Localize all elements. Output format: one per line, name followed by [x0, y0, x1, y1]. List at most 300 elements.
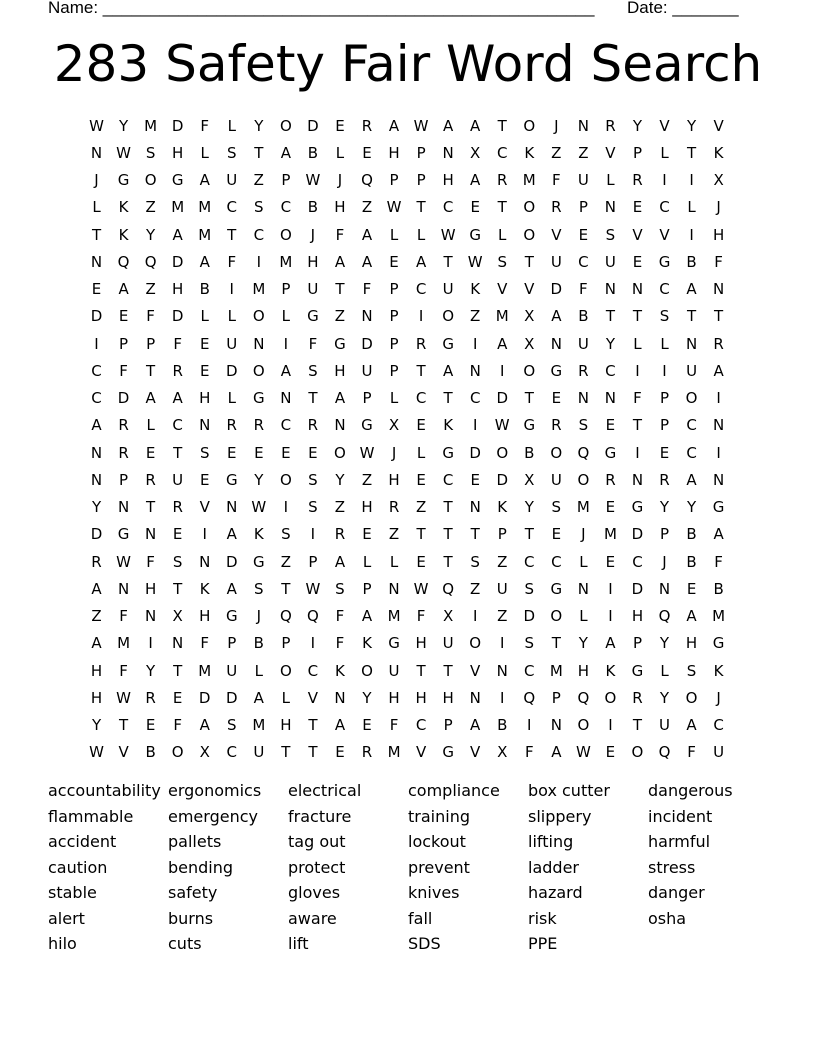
grid-letter: L — [660, 334, 669, 353]
grid-letter: U — [226, 661, 238, 680]
grid-letter: E — [199, 470, 210, 489]
grid-letter: C — [659, 280, 670, 299]
grid-letter: O — [523, 361, 536, 380]
grid-row — [83, 330, 732, 357]
grid-letter: W — [386, 198, 402, 217]
grid-letter: O — [171, 743, 184, 762]
grid-letter: V — [632, 225, 643, 244]
grid-letter: M — [387, 743, 401, 762]
grid-letter: X — [470, 143, 481, 162]
grid-row — [83, 739, 732, 766]
grid-letter: J — [581, 525, 586, 544]
grid-letter: K — [605, 661, 616, 680]
grid-letter: T — [443, 498, 453, 517]
grid-letter: M — [279, 252, 293, 271]
grid-letter: T — [524, 389, 534, 408]
grid-letter: V — [118, 743, 129, 762]
word-list-item: knives — [408, 883, 460, 902]
word-list-item: training — [408, 806, 470, 826]
grid-letter: P — [659, 389, 670, 408]
grid-letter: A — [443, 361, 454, 380]
grid-letter: D — [496, 389, 508, 408]
grid-letter: L — [660, 661, 669, 680]
grid-letter: I — [94, 334, 99, 353]
grid-letter: D — [171, 116, 184, 135]
grid-letter: B — [253, 634, 264, 653]
grid-letter: O — [279, 661, 292, 680]
grid-letter: R — [551, 416, 562, 435]
grid-letter: S — [308, 470, 318, 489]
grid-letter: G — [631, 661, 644, 680]
grid-letter: B — [307, 143, 319, 162]
word-list-item: fall — [408, 908, 433, 928]
grid-letter: D — [631, 525, 644, 544]
grid-letter: H — [90, 688, 103, 707]
grid-letter: N — [712, 416, 725, 435]
grid-letter: N — [550, 334, 562, 353]
grid-letter: U — [577, 171, 589, 190]
grid-letter: G — [171, 171, 184, 190]
grid-letter: K — [497, 498, 508, 517]
word-list-item: accident — [48, 832, 117, 851]
grid-letter: H — [388, 688, 400, 707]
grid-letter: T — [470, 525, 480, 544]
grid-letter: M — [198, 198, 212, 217]
word-list-item: prevent — [408, 857, 470, 877]
grid-letter: R — [415, 334, 427, 353]
grid-letter: E — [578, 225, 589, 244]
grid-letter: S — [335, 579, 345, 598]
grid-letter: B — [145, 743, 156, 762]
grid-letter: A — [361, 607, 373, 626]
grid-letter: O — [685, 389, 698, 408]
letter-grid — [83, 112, 732, 766]
word-list-item: lift — [288, 934, 309, 953]
grid-row — [83, 194, 732, 221]
grid-letter: N — [658, 579, 671, 598]
grid-letter: E — [389, 252, 399, 271]
grid-letter: N — [199, 416, 211, 435]
grid-letter: M — [549, 661, 563, 680]
grid-letter: N — [90, 252, 103, 271]
word-list-item: hilo — [48, 934, 77, 953]
grid-letter: C — [632, 552, 643, 571]
grid-letter: J — [94, 171, 99, 190]
grid-letter: E — [172, 688, 183, 707]
grid-letter: T — [173, 661, 183, 680]
grid-letter: P — [389, 280, 399, 299]
grid-letter: R — [551, 198, 562, 217]
grid-letter: E — [254, 443, 264, 462]
grid-letter: S — [686, 661, 697, 680]
grid-letter: C — [551, 552, 562, 571]
grid-letter: O — [631, 743, 644, 762]
grid-letter: S — [497, 252, 507, 271]
grid-letter: N — [685, 334, 698, 353]
grid-letter: I — [608, 607, 613, 626]
grid-letter: L — [227, 307, 236, 326]
grid-row — [83, 412, 732, 439]
grid-letter: U — [659, 716, 670, 735]
grid-letter: K — [443, 416, 454, 435]
grid-letter: C — [307, 661, 319, 680]
grid-letter: F — [335, 607, 345, 626]
word-list-item: stable — [48, 883, 97, 902]
grid-letter: A — [686, 716, 697, 735]
grid-letter: Y — [659, 498, 670, 517]
grid-row — [83, 276, 732, 303]
grid-letter: W — [116, 688, 131, 707]
grid-letter: W — [89, 743, 104, 762]
grid-letter: E — [686, 579, 697, 598]
grid-row — [83, 548, 732, 575]
grid-letter: H — [631, 607, 644, 626]
grid-letter: U — [253, 743, 265, 762]
grid-letter: C — [280, 198, 292, 217]
grid-letter: M — [576, 498, 590, 517]
grid-letter: I — [500, 688, 505, 707]
grid-letter: L — [227, 116, 236, 135]
grid-letter: A — [361, 225, 373, 244]
grid-letter: K — [713, 661, 724, 680]
grid-letter: P — [281, 171, 291, 190]
grid-letter: A — [415, 252, 427, 271]
grid-letter: E — [551, 525, 562, 544]
grid-letter: A — [280, 143, 291, 162]
grid-letter: C — [172, 416, 183, 435]
grid-letter: Z — [334, 307, 346, 326]
grid-letter: F — [714, 552, 723, 571]
grid-letter: U — [496, 579, 508, 598]
grid-letter: T — [497, 116, 507, 135]
grid-letter: V — [659, 116, 670, 135]
grid-letter: S — [659, 307, 670, 326]
grid-letter: T — [632, 716, 643, 735]
grid-letter: G — [334, 334, 346, 353]
word-list-item: PPE — [528, 934, 558, 953]
grid-letter: Z — [497, 607, 508, 626]
grid-letter: G — [712, 634, 725, 653]
grid-letter: Z — [280, 552, 291, 571]
grid-letter: B — [686, 252, 697, 271]
grid-letter: S — [226, 716, 237, 735]
grid-letter: E — [605, 498, 616, 517]
grid-letter: G — [550, 579, 563, 598]
grid-letter: U — [388, 661, 400, 680]
grid-letter: T — [91, 225, 102, 244]
grid-letter: N — [550, 716, 562, 735]
grid-letter: E — [145, 443, 156, 462]
word-list-item: safety — [168, 883, 218, 902]
grid-letter: K — [470, 280, 481, 299]
grid-letter: B — [713, 579, 724, 598]
grid-letter: C — [442, 198, 454, 217]
grid-letter: V — [307, 688, 319, 707]
grid-letter: N — [280, 389, 292, 408]
grid-letter: O — [577, 716, 590, 735]
word-list-item: compliance — [408, 781, 500, 800]
grid-letter: R — [253, 416, 265, 435]
grid-letter: E — [362, 143, 372, 162]
grid-letter: O — [252, 307, 265, 326]
grid-letter: B — [307, 198, 319, 217]
grid-letter: R — [497, 171, 508, 190]
grid-letter: H — [90, 661, 103, 680]
word-list-item: box cutter — [528, 781, 610, 800]
grid-letter: D — [117, 389, 130, 408]
grid-letter: I — [310, 525, 316, 544]
grid-letter: D — [171, 307, 184, 326]
grid-letter: H — [388, 143, 400, 162]
grid-letter: V — [497, 280, 508, 299]
grid-letter: A — [91, 416, 102, 435]
grid-letter: V — [605, 143, 616, 162]
word-list-item: slippery — [528, 806, 592, 826]
grid-letter: M — [495, 307, 509, 326]
grid-letter: J — [337, 171, 343, 190]
grid-letter: R — [172, 498, 183, 517]
grid-letter: P — [497, 525, 507, 544]
grid-letter: H — [685, 634, 698, 653]
grid-letter: K — [253, 525, 264, 544]
word-list-item: emergency — [168, 806, 258, 826]
grid-letter: P — [227, 634, 237, 653]
grid-letter: A — [91, 579, 102, 598]
grid-letter: M — [252, 280, 266, 299]
grid-letter: T — [551, 634, 561, 653]
grid-letter: T — [281, 579, 291, 598]
grid-letter: T — [443, 389, 453, 408]
grid-row — [83, 603, 732, 630]
grid-letter: P — [659, 525, 670, 544]
grid-letter: A — [686, 607, 697, 626]
grid-letter: A — [551, 743, 562, 762]
name-field-label: Name: ____________________________________________________ — [48, 0, 595, 17]
grid-letter: A — [713, 361, 724, 380]
grid-letter: Q — [658, 743, 671, 762]
page-title: 283 Safety Fair Word Search — [53, 35, 763, 93]
grid-letter: D — [631, 579, 644, 598]
grid-letter: I — [472, 416, 478, 435]
grid-letter: S — [308, 498, 318, 517]
grid-letter: D — [198, 688, 211, 707]
word-list-item: incident — [648, 806, 713, 826]
grid-letter: N — [469, 688, 481, 707]
grid-letter: E — [91, 280, 102, 299]
grid-letter: F — [119, 607, 128, 626]
grid-letter: U — [307, 280, 319, 299]
grid-letter: A — [497, 334, 508, 353]
grid-letter: C — [686, 416, 697, 435]
grid-letter: N — [145, 607, 157, 626]
word-list-item: hazard — [528, 883, 583, 902]
grid-letter: O — [523, 198, 536, 217]
grid-letter: J — [310, 225, 316, 244]
grid-letter: Z — [361, 470, 373, 489]
grid-letter: Q — [523, 688, 536, 707]
grid-letter: K — [713, 143, 724, 162]
grid-letter: W — [359, 443, 375, 462]
grid-letter: Z — [145, 280, 156, 299]
grid-letter: V — [415, 743, 427, 762]
grid-letter: U — [604, 252, 616, 271]
grid-letter: N — [577, 579, 589, 598]
grid-letter: L — [389, 552, 399, 571]
grid-letter: Q — [306, 607, 319, 626]
grid-letter: L — [389, 389, 399, 408]
grid-letter: G — [252, 389, 265, 408]
word-list-item: accountability — [48, 781, 161, 800]
grid-letter: C — [226, 743, 237, 762]
grid-letter: R — [578, 361, 589, 380]
grid-letter: K — [118, 225, 129, 244]
grid-letter: P — [281, 280, 291, 299]
grid-letter: O — [469, 634, 482, 653]
grid-letter: N — [442, 143, 454, 162]
grid-letter: F — [362, 280, 372, 299]
grid-letter: X — [172, 607, 183, 626]
grid-letter: N — [469, 498, 481, 517]
grid-row — [83, 657, 732, 684]
grid-letter: I — [500, 361, 505, 380]
grid-letter: S — [199, 443, 210, 462]
grid-letter: A — [199, 252, 210, 271]
grid-letter: R — [659, 470, 670, 489]
grid-letter: C — [415, 716, 427, 735]
grid-letter: R — [307, 416, 319, 435]
grid-letter: N — [604, 198, 617, 217]
grid-letter: E — [281, 443, 291, 462]
grid-letter: O — [334, 443, 346, 462]
grid-letter: O — [523, 116, 536, 135]
grid-letter: N — [199, 552, 211, 571]
grid-letter: M — [171, 198, 185, 217]
grid-letter: H — [361, 498, 373, 517]
grid-letter: W — [89, 116, 104, 135]
grid-letter: E — [605, 416, 616, 435]
grid-letter: Z — [470, 579, 481, 598]
grid-letter: P — [416, 171, 426, 190]
grid-letter: P — [281, 634, 291, 653]
grid-letter: Z — [388, 525, 400, 544]
grid-letter: Y — [632, 116, 643, 135]
grid-letter: O — [144, 171, 157, 190]
grid-letter: V — [659, 225, 670, 244]
grid-letter: Y — [91, 716, 102, 735]
grid-letter: G — [658, 252, 671, 271]
grid-letter: I — [283, 498, 289, 517]
grid-letter: A — [470, 171, 481, 190]
grid-letter: Q — [117, 252, 130, 271]
grid-letter: F — [633, 389, 642, 408]
grid-letter: T — [118, 716, 129, 735]
grid-letter: T — [632, 307, 643, 326]
grid-letter: Y — [254, 116, 264, 135]
grid-letter: T — [443, 525, 453, 544]
grid-letter: B — [686, 525, 697, 544]
grid-letter: S — [605, 225, 616, 244]
grid-letter: A — [334, 716, 346, 735]
grid-row — [83, 303, 732, 330]
grid-letter: L — [227, 389, 236, 408]
grid-letter: V — [713, 116, 724, 135]
grid-letter: L — [633, 334, 642, 353]
grid-letter: B — [199, 280, 210, 299]
grid-letter: W — [305, 579, 321, 598]
grid-letter: E — [118, 307, 129, 326]
grid-letter: M — [252, 716, 266, 735]
grid-letter: N — [388, 579, 400, 598]
grid-letter: R — [605, 116, 616, 135]
grid-letter: T — [416, 525, 426, 544]
grid-letter: U — [577, 334, 589, 353]
grid-letter: C — [469, 389, 481, 408]
grid-letter: D — [523, 607, 536, 626]
grid-letter: E — [551, 389, 562, 408]
grid-letter: R — [605, 470, 616, 489]
grid-letter: Y — [605, 334, 615, 353]
grid-letter: C — [496, 143, 508, 162]
grid-letter: S — [578, 416, 589, 435]
grid-row — [83, 248, 732, 275]
grid-letter: L — [281, 307, 291, 326]
grid-letter: L — [498, 225, 507, 244]
grid-letter: N — [117, 498, 130, 517]
grid-letter: S — [145, 143, 156, 162]
grid-letter: N — [712, 470, 725, 489]
grid-letter: Q — [279, 607, 292, 626]
grid-letter: R — [172, 361, 183, 380]
grid-letter: E — [199, 334, 210, 353]
grid-letter: E — [416, 552, 426, 571]
grid-letter: E — [416, 416, 426, 435]
grid-letter: O — [550, 443, 563, 462]
grid-letter: D — [225, 361, 238, 380]
grid-letter: F — [173, 716, 182, 735]
word-list-item: danger — [648, 883, 705, 902]
grid-letter: F — [389, 716, 399, 735]
grid-letter: T — [146, 361, 156, 380]
grid-letter: D — [307, 116, 319, 135]
grid-letter: Y — [659, 634, 670, 653]
grid-letter: G — [388, 634, 400, 653]
grid-letter: T — [632, 416, 643, 435]
grid-letter: E — [416, 470, 426, 489]
grid-letter: N — [604, 389, 617, 408]
word-list-item: aware — [288, 908, 337, 928]
grid-letter: A — [388, 116, 400, 135]
grid-letter: K — [118, 198, 129, 217]
grid-letter: A — [686, 470, 697, 489]
grid-letter: F — [200, 634, 210, 653]
grid-letter: E — [605, 552, 616, 571]
grid-letter: T — [308, 716, 318, 735]
grid-letter: N — [712, 280, 725, 299]
grid-letter: E — [470, 198, 480, 217]
grid-letter: N — [577, 389, 589, 408]
grid-letter: G — [604, 443, 617, 462]
grid-letter: G — [442, 443, 454, 462]
grid-letter: K — [362, 634, 372, 653]
grid-letter: F — [146, 552, 155, 571]
grid-letter: C — [280, 416, 292, 435]
grid-letter: P — [632, 634, 642, 653]
grid-letter: P — [632, 143, 642, 162]
grid-letter: S — [551, 498, 562, 517]
grid-letter: H — [307, 252, 319, 271]
grid-letter: Z — [551, 143, 562, 162]
grid-letter: R — [713, 334, 724, 353]
